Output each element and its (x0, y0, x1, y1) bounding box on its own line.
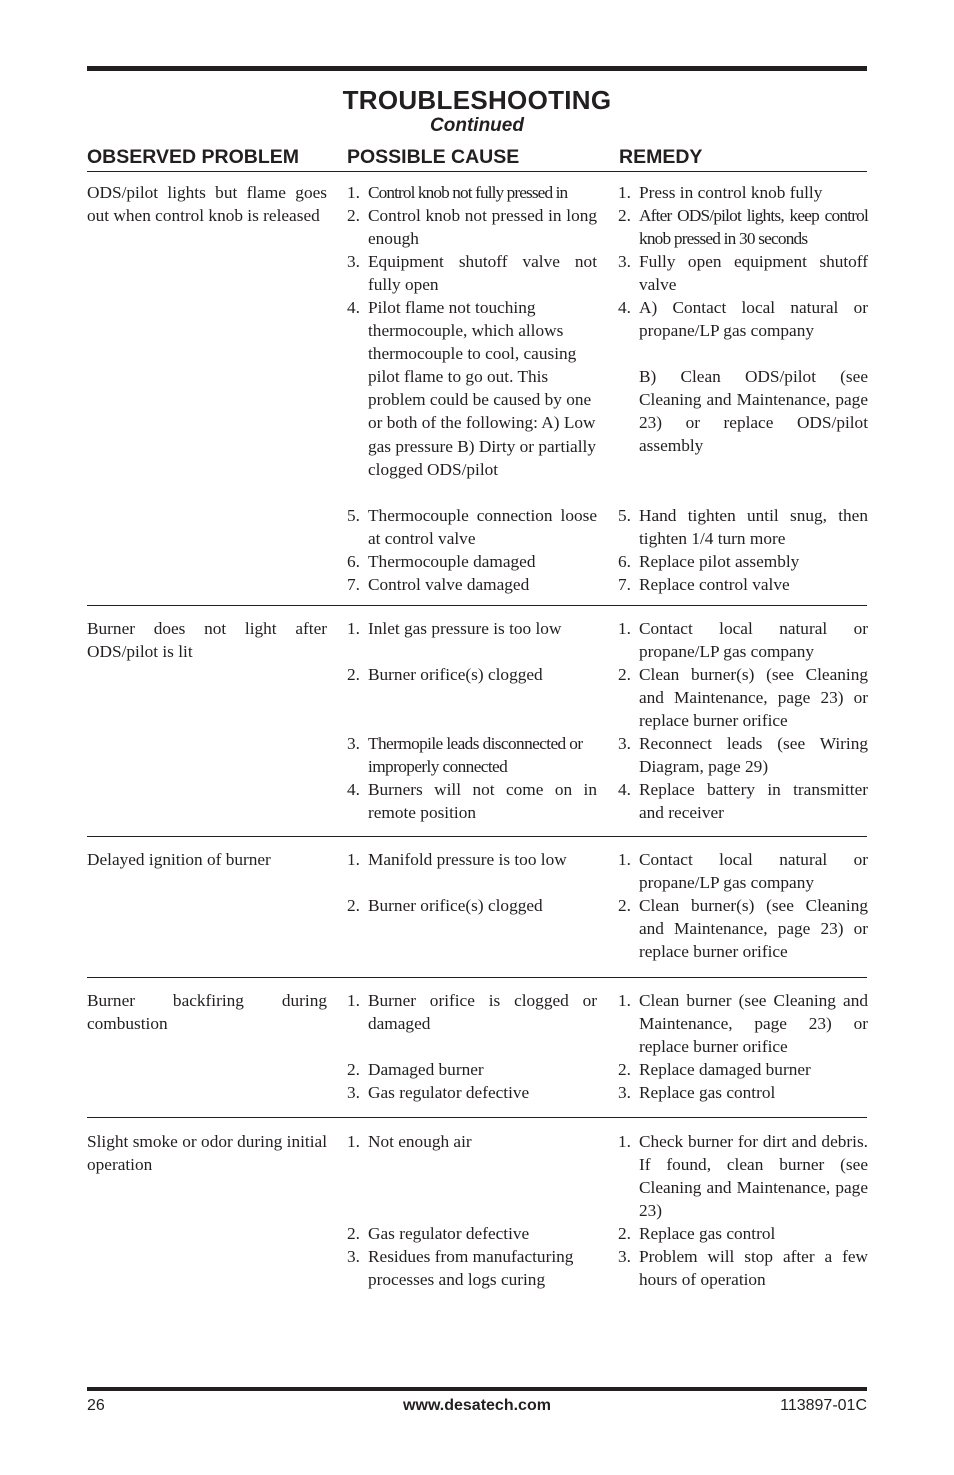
item-number: 1. (618, 619, 631, 638)
item-number: 2. (347, 1224, 360, 1243)
item-number: 7. (347, 575, 360, 594)
item-text: Inlet gas pressure is too low (368, 619, 562, 638)
troubleshooting-page (87, 66, 867, 1298)
item-text: Hand tighten until snug, then tighten 1/4 turn more (639, 506, 868, 549)
item-text: Problem will stop after a few hours of operation (639, 1247, 868, 1290)
item-text: Fully open equipment shutoff valve (639, 252, 868, 295)
item-number: 1. (618, 991, 631, 1010)
item-text: Clean burner(s) (see Cleaning and Maintenance, page 23) or replace burner orifice (639, 896, 868, 962)
item-text: Replace battery in transmitter and receiver (639, 780, 868, 823)
item-number: 2. (618, 896, 631, 915)
item-text: Contact local natural or propane/LP gas company (639, 850, 868, 893)
item-number: 6. (618, 552, 631, 571)
item-number: 1. (347, 1132, 360, 1151)
item-number: 3. (347, 1083, 360, 1102)
item-number: 4. (347, 298, 360, 317)
top-rule (87, 66, 867, 71)
item-text: Burner orifice is clogged or damaged (368, 991, 597, 1034)
item-number: 1. (347, 619, 360, 638)
item-number: 1. (618, 183, 631, 202)
item-number: 2. (347, 206, 360, 225)
footer-page-number: 26 (87, 1397, 105, 1414)
item-text: Gas regulator defective (368, 1224, 530, 1243)
item-number: 3. (618, 1083, 631, 1102)
item-text: Replace damaged burner (639, 1060, 811, 1079)
observed-problem: Delayed ignition of burner (87, 850, 271, 869)
item-text: Thermopile leads disconnected or improperly connected (368, 734, 583, 777)
item-text: Burners will not come on in remote position (368, 780, 597, 823)
item-number: 2. (618, 206, 631, 225)
item-text: After ODS/pilot lights, keep control knob pressed in 30 seconds (639, 206, 868, 249)
item-text: Damaged burner (368, 1060, 484, 1079)
observed-problem: Slight smoke or odor during initial operation (87, 1132, 327, 1175)
item-text: Thermocouple damaged (368, 552, 536, 571)
item-number: 4. (618, 780, 631, 799)
item-text: Replace gas control (639, 1083, 776, 1102)
item-number: 2. (347, 665, 360, 684)
table-row (87, 1118, 867, 1298)
item-number: 1. (347, 183, 360, 202)
item-text: Control knob not pressed in long enough (368, 206, 597, 249)
item-text: Contact local natural or propane/LP gas company (639, 619, 868, 662)
item-number: 2. (347, 1060, 360, 1079)
observed-problem: ODS/pilot lights but flame goes out when control knob is released (87, 183, 327, 226)
item-text: Press in control knob fully (639, 183, 823, 202)
item-number: 1. (618, 1132, 631, 1151)
page-subtitle: Continued (430, 115, 524, 136)
item-number: 4. (347, 780, 360, 799)
observed-problem: Burner backfiring during combustion (87, 991, 327, 1034)
item-number: 3. (618, 1247, 631, 1266)
item-text: Not enough air (368, 1132, 472, 1151)
observed-problem: Burner does not light after ODS/pilot is lit (87, 619, 327, 662)
item-text: B) Clean ODS/pilot (see Cleaning and Maintenance, page 23) or replace ODS/pilot assembly (639, 367, 868, 456)
item-text: Pilot flame not touching thermocouple, which allows thermocouple to cool, causing pilot flame to go out. This problem could be caused by one or both of the following: A) Low gas pressure B) Dirty or partially clogged ODS/pilot (368, 298, 596, 479)
item-number: 2. (618, 665, 631, 684)
item-number: 3. (347, 734, 360, 753)
item-number: 3. (347, 1247, 360, 1266)
item-number: 2. (618, 1224, 631, 1243)
item-text: Burner orifice(s) clogged (368, 896, 543, 915)
item-text: Clean burner(s) (see Cleaning and Maintenance, page 23) or replace burner orifice (639, 665, 868, 731)
table-row (87, 172, 867, 606)
item-text: Gas regulator defective (368, 1083, 530, 1102)
footer-website: www.desatech.com (403, 1397, 551, 1414)
item-number: 6. (347, 552, 360, 571)
item-number: 1. (347, 850, 360, 869)
page-title: TROUBLESHOOTING (342, 85, 612, 115)
item-text: Manifold pressure is too low (368, 850, 567, 869)
header-remedy: REMEDY (619, 146, 703, 168)
item-text: Equipment shutoff valve not fully open (368, 252, 597, 295)
item-text: Check burner for dirt and debris. If found, clean burner (see Cleaning and Maintenance, page 23) (639, 1132, 868, 1221)
item-text: A) Contact local natural or propane/LP gas company (639, 298, 868, 341)
table-row (87, 837, 867, 978)
item-number: 2. (618, 1060, 631, 1079)
table-row (87, 978, 867, 1118)
item-number: 1. (347, 991, 360, 1010)
item-number: 1. (618, 850, 631, 869)
item-number: 3. (347, 252, 360, 271)
item-text: Thermocouple connection loose at control valve (368, 506, 597, 549)
item-number: 4. (618, 298, 631, 317)
item-number: 3. (618, 734, 631, 753)
item-number: 3. (618, 252, 631, 271)
header-observed-problem: OBSERVED PROBLEM (87, 146, 300, 168)
item-text: Control valve damaged (368, 575, 530, 594)
item-text: Replace control valve (639, 575, 790, 594)
item-number: 7. (618, 575, 631, 594)
table-row (87, 606, 867, 837)
footer-doc-number: 113897-01C (780, 1397, 867, 1414)
item-text: Reconnect leads (see Wiring Diagram, page 29) (639, 734, 868, 777)
item-number: 5. (618, 506, 631, 525)
item-text: Replace pilot assembly (639, 552, 800, 571)
item-number: 2. (347, 896, 360, 915)
header-possible-cause: POSSIBLE CAUSE (347, 146, 520, 168)
item-text: Residues from manufacturing processes and logs curing (368, 1247, 574, 1290)
item-text: Replace gas control (639, 1224, 776, 1243)
item-text: Clean burner (see Cleaning and Maintenance, page 23) or replace burner orifice (639, 991, 868, 1057)
item-number: 5. (347, 506, 360, 525)
bottom-rule (87, 1387, 867, 1391)
column-headers (87, 143, 867, 172)
item-text: Burner orifice(s) clogged (368, 665, 543, 684)
item-text: Control knob not fully pressed in (368, 183, 568, 202)
